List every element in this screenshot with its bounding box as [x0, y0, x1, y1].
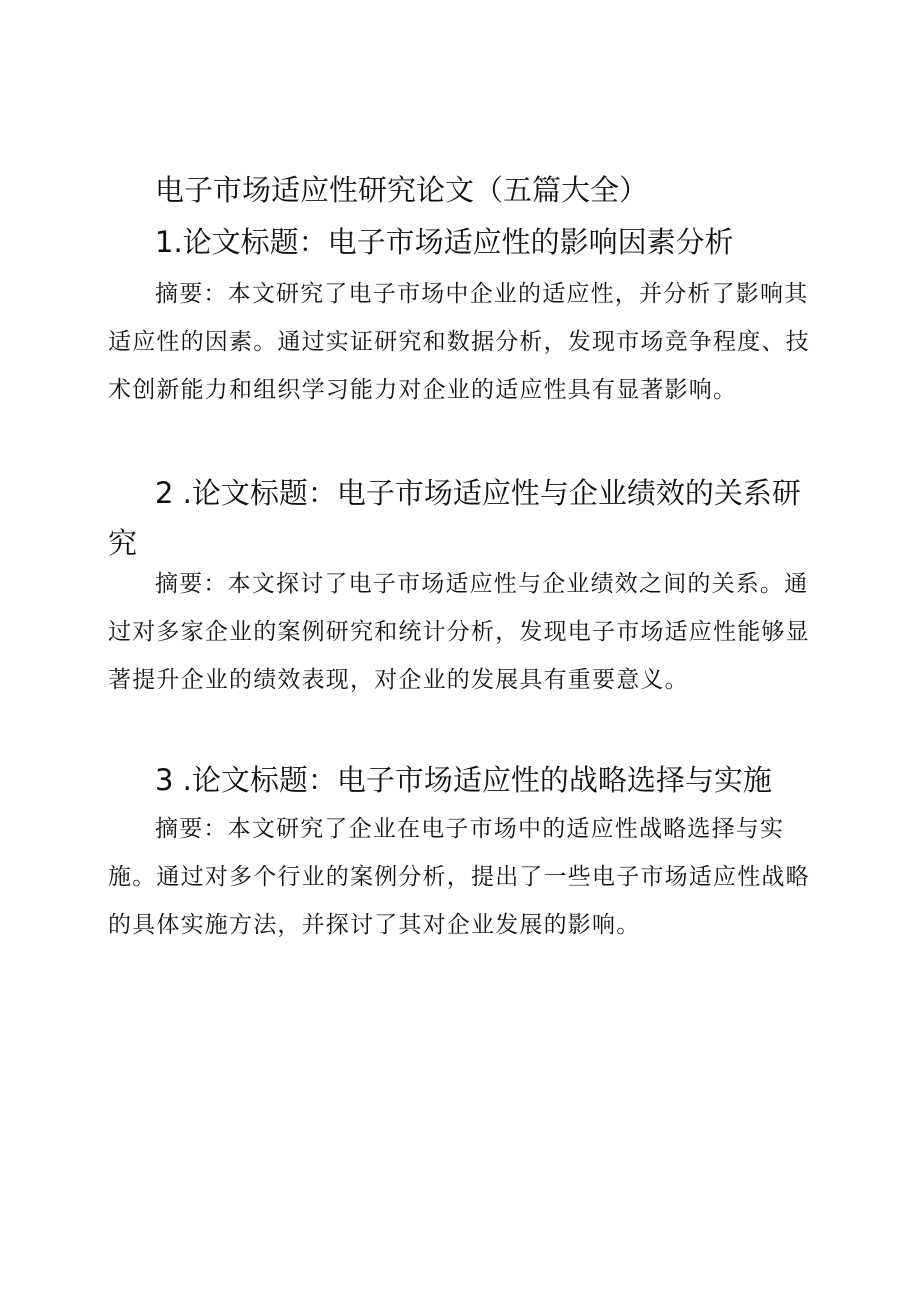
document-title: 电子市场适应性研究论文（五篇大全） [155, 173, 649, 207]
section-1-abstract: 摘要：本文研究了电子市场中企业的适应性，并分析了影响其适应性的因素。通过实证研究和数据分析，发现市场竞争程度、技术创新能力和组织学习能力对企业的适应性具有显著影响。 [108, 281, 810, 403]
section-2-heading: 2 .论文标题：电子市场适应性与企业绩效的关系研究 [108, 476, 801, 560]
section-2-abstract: 摘要：本文探讨了电子市场适应性与企业绩效之间的关系。通过对多家企业的案例研究和统计分析，发现电子市场适应性能够显著提升企业的绩效表现，对企业的发展具有重要意义。 [108, 571, 810, 693]
section-3-abstract: 摘要：本文研究了企业在电子市场中的适应性战略选择与实施。通过对多个行业的案例分析，提出了一些电子市场适应性战略的具体实施方法，并探讨了其对企业发展的影响。 [108, 816, 810, 938]
section-1-heading: 1.论文标题：电子市场适应性的影响因素分析 [155, 225, 734, 259]
section-3-heading: 3 .论文标题：电子市场适应性的战略选择与实施 [155, 763, 772, 797]
